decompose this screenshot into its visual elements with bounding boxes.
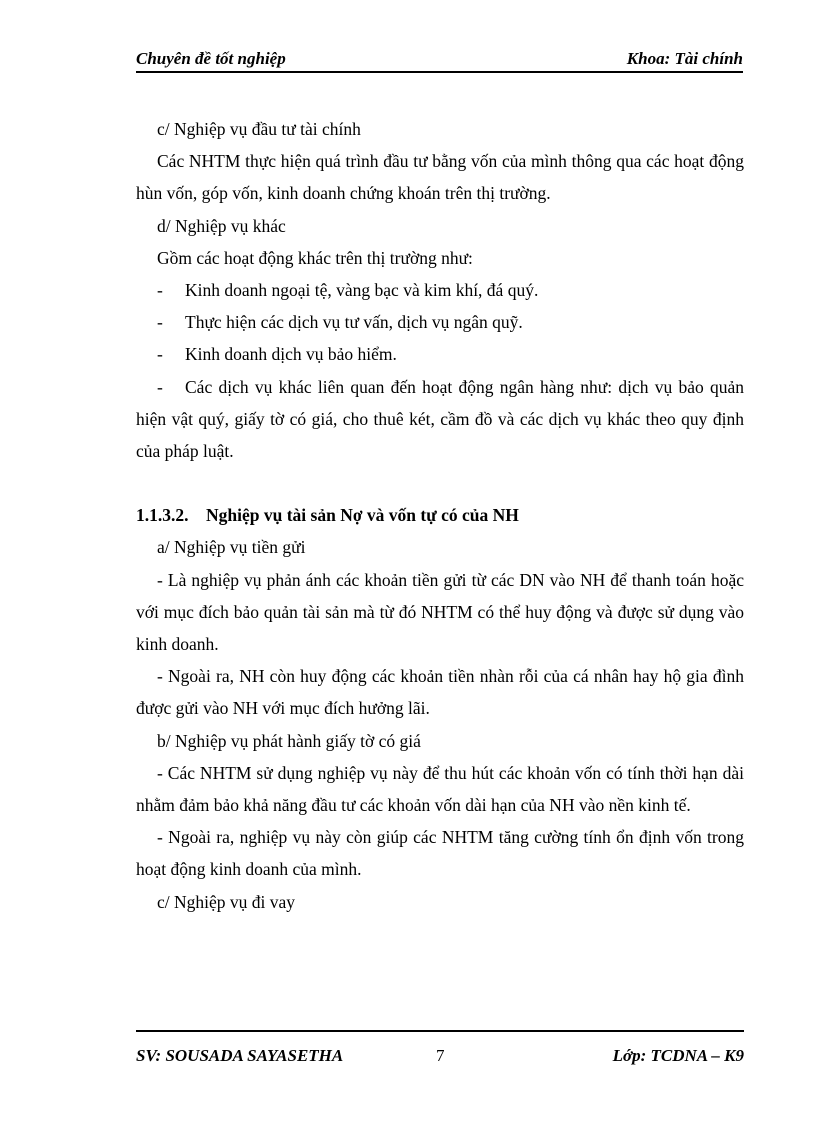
subsection-label: c/ Nghiệp vụ đi vay: [157, 891, 296, 912]
header-left-title: Chuyên đề tốt nghiệp: [136, 49, 286, 68]
footer-student-name: SV: SOUSADA SAYASETHA: [136, 1046, 344, 1065]
bullet-text: Kinh doanh dịch vụ bảo hiểm.: [185, 344, 397, 365]
section-heading: [136, 499, 744, 531]
subsection-label: b/ Nghiệp vụ phát hành giấy tờ có giá: [157, 730, 421, 751]
bullet-dash: -: [157, 312, 163, 333]
bullet-text: Các dịch vụ khác liên quan đến hoạt động ngân hàng như: dịch vụ bảo quản hiện vật quý, giấy tờ có giá, cho thuê két, cầm đồ và các dịch vụ khác theo quy định của pháp luật.: [136, 376, 744, 462]
section-gap: [136, 467, 744, 499]
bullet-item: [136, 306, 744, 338]
paragraph: Các NHTM thực hiện quá trình đầu tư bằng vốn của mình thông qua các hoạt động hùn vốn, góp vốn, kinh doanh chứng khoán trên thị trường.: [136, 151, 744, 204]
page-footer: [136, 1046, 744, 1070]
footer-divider: [136, 1030, 744, 1032]
paragraph: - Ngoài ra, NH còn huy động các khoản tiền nhàn rỗi của cá nhân hay hộ gia đình được gửi vào NH với mục đích hưởng lãi.: [136, 666, 744, 719]
page-header: [136, 47, 743, 73]
bullet-dash: -: [157, 344, 163, 365]
page-body: [136, 113, 744, 918]
bullet-item: [136, 274, 744, 306]
subsection-label: a/ Nghiệp vụ tiền gửi: [157, 537, 306, 558]
page-number: 7: [436, 1046, 445, 1065]
bullet-item: [136, 371, 744, 468]
paragraph: - Là nghiệp vụ phản ánh các khoản tiền gửi từ các DN vào NH để thanh toán hoặc với mục đích bảo quản tài sản mà từ đó NHTM có thể huy động và được sử dụng vào kinh doanh.: [136, 569, 744, 655]
paragraph: - Các NHTM sử dụng nghiệp vụ này để thu hút các khoản vốn có tính thời hạn dài nhằm đảm bảo khả năng đầu tư các khoản vốn dài hạn của NH vào nền kinh tế.: [136, 762, 744, 816]
section-title: Nghiệp vụ tài sản Nợ và vốn tự có của NH: [206, 505, 519, 526]
bullet-text: Kinh doanh ngoại tệ, vàng bạc và kim khí, đá quý.: [185, 280, 539, 301]
bullet-dash: -: [157, 280, 163, 301]
footer-class: Lớp: TCDNA – K9: [612, 1046, 744, 1065]
paragraph: Gồm các hoạt động khác trên thị trường như:: [157, 247, 473, 268]
subsection-label: c/ Nghiệp vụ đầu tư tài chính: [157, 119, 361, 139]
section-number: 1.1.3.2.: [136, 505, 189, 526]
subsection-label: d/ Nghiệp vụ khác: [157, 215, 286, 236]
bullet-item: [136, 338, 744, 370]
bullet-dash: -: [157, 376, 163, 397]
bullet-text: Thực hiện các dịch vụ tư vấn, dịch vụ ngân quỹ.: [185, 312, 523, 333]
header-right-title: Khoa: Tài chính: [626, 49, 743, 68]
paragraph: - Ngoài ra, nghiệp vụ này còn giúp các NHTM tăng cường tính ổn định vốn trong hoạt động kinh doanh của mình.: [136, 827, 744, 880]
